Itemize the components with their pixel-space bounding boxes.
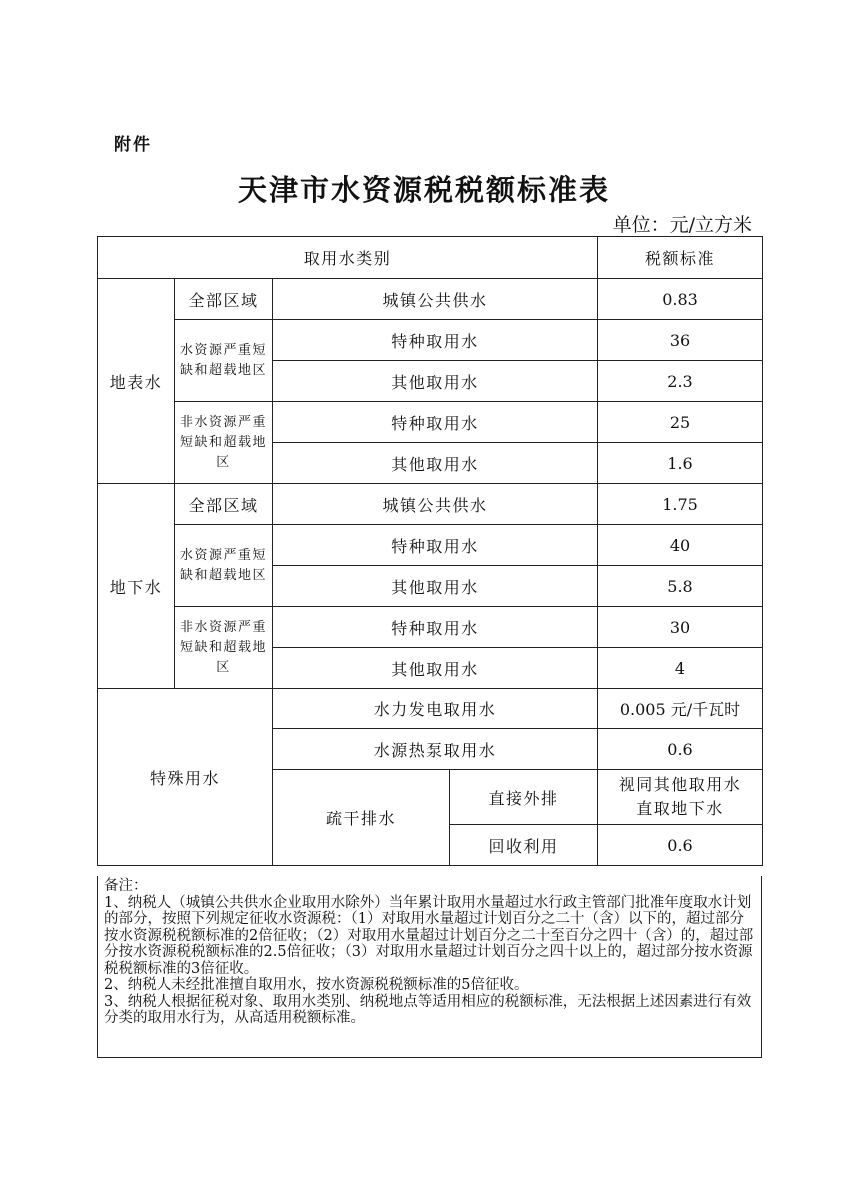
rate-value: 40	[598, 525, 763, 566]
use-type: 城镇公共供水	[273, 484, 598, 525]
use-type: 回收利用	[450, 825, 598, 866]
use-type: 其他取用水	[273, 648, 598, 689]
rate-value: 0.6	[598, 825, 763, 866]
table-row	[98, 484, 763, 525]
table-row	[98, 320, 763, 361]
use-type: 特种取用水	[273, 320, 598, 361]
surface-region-scarce: 水资源严重短缺和超载地区	[175, 320, 273, 402]
note-item: 2、纳税人未经批准擅自取用水，按水资源税税额标准的5倍征收。	[104, 977, 529, 993]
use-type: 其他取用水	[273, 361, 598, 402]
note-item: 1、纳税人（城镇公共供水企业取用水除外）当年累计取用水量超过水行政主管部门批准年度取水计划的部分，按照下列规定征收水资源税：（1）对取用水量超过计划百分之二十（含）以下的，超过部分按水资源税税额标准的2倍征收；（2）对取用水量超过计划百分之二十至百分之四十（含）的，超过部分按水资源税税额标准的2.5倍征收；（3）对取用水量超过计划百分之四十以上的，超过部分按水资源税税额标准的3倍征收。	[104, 894, 754, 977]
use-type: 特种取用水	[273, 525, 598, 566]
surface-water-label: 地表水	[98, 279, 175, 484]
rate-value: 0.005 元/千瓦时	[598, 689, 763, 729]
notes-heading: 备注：	[104, 878, 148, 894]
rate-value: 2.3	[598, 361, 763, 402]
use-type: 其他取用水	[273, 443, 598, 484]
use-type: 城镇公共供水	[273, 279, 598, 320]
use-type: 特种取用水	[273, 607, 598, 648]
rate-value: 30	[598, 607, 763, 648]
rate-value: 0.6	[598, 729, 763, 770]
rate-value: 视同其他取用水直取地下水	[598, 770, 763, 825]
ground-water-label: 地下水	[98, 484, 175, 689]
ground-region-all: 全部区域	[175, 484, 273, 525]
use-type: 特种取用水	[273, 402, 598, 443]
table-row	[98, 279, 763, 320]
table-header-row	[98, 237, 763, 279]
note-item: 3、纳税人根据征税对象、取用水类别、纳税地点等适用相应的税额标准，无法根据上述因素进行有效分类的取用水行为，从高适用税额标准。	[104, 993, 752, 1026]
surface-region-all: 全部区域	[175, 279, 273, 320]
special-water-label: 特殊用水	[98, 689, 273, 866]
rate-value: 1.6	[598, 443, 763, 484]
use-type: 水源热泵取用水	[273, 729, 598, 770]
rate-value: 5.8	[598, 566, 763, 607]
rate-value: 0.83	[598, 279, 763, 320]
use-type: 直接外排	[450, 770, 598, 825]
rate-value: 1.75	[598, 484, 763, 525]
use-type: 其他取用水	[273, 566, 598, 607]
page-title: 天津市水资源税税额标准表	[237, 173, 610, 207]
ground-region-nonscarce: 非水资源严重短缺和超载地区	[175, 607, 273, 689]
attachment-label: 附件	[114, 135, 152, 155]
notes-box	[97, 876, 762, 1058]
drainage-label: 疏干排水	[273, 770, 450, 866]
rate-value: 25	[598, 402, 763, 443]
tax-rate-table	[97, 236, 763, 866]
unit-label: 单位：元/立方米	[612, 214, 752, 236]
surface-region-nonscarce: 非水资源严重短缺和超载地区	[175, 402, 273, 484]
table-row	[98, 525, 763, 566]
header-category: 取用水类别	[98, 237, 598, 279]
header-rate: 税额标准	[598, 237, 763, 279]
table-row	[98, 689, 763, 729]
table-row	[98, 402, 763, 443]
use-type: 水力发电取用水	[273, 689, 598, 729]
rate-value: 4	[598, 648, 763, 689]
rate-value: 36	[598, 320, 763, 361]
table-row	[98, 607, 763, 648]
ground-region-scarce: 水资源严重短缺和超载地区	[175, 525, 273, 607]
